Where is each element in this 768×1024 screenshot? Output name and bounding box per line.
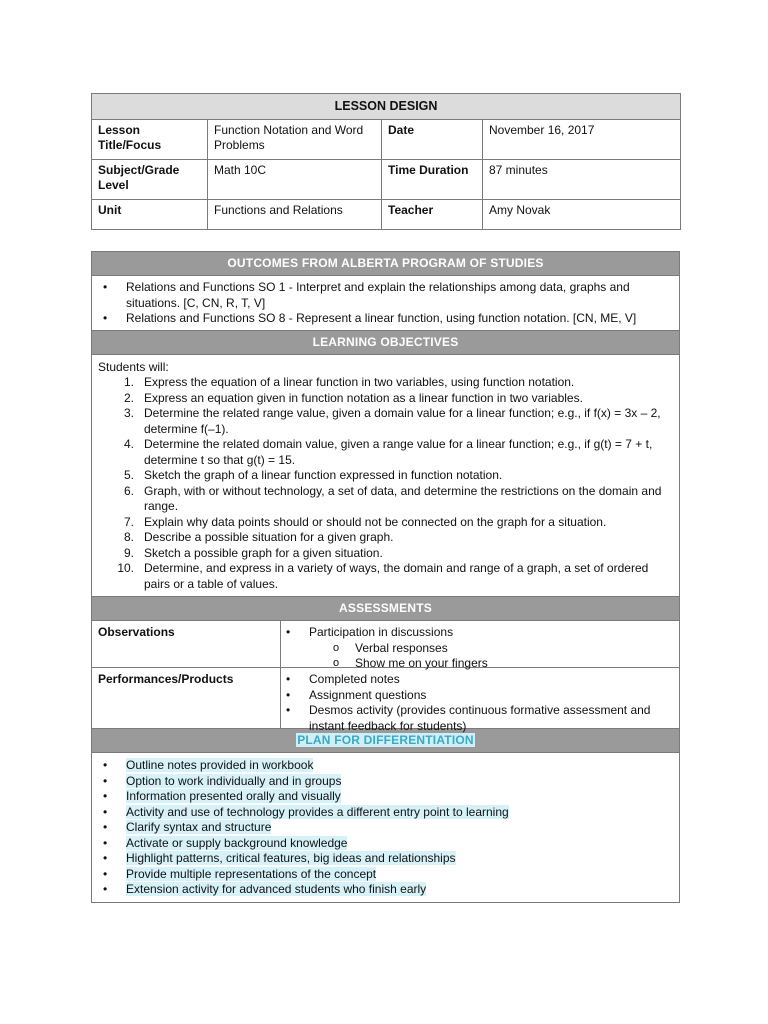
lesson-title-label: Lesson Title/Focus — [92, 120, 208, 160]
list-item: • Activate or supply background knowledge — [98, 836, 673, 852]
list-item: • Completed notes — [281, 672, 673, 688]
subject-grade-value: Math 10C — [208, 160, 382, 200]
list-item: 9. Sketch a possible graph for a given situation. — [123, 545, 383, 560]
observations-sublist — [281, 641, 673, 672]
outcomes-heading: OUTCOMES FROM ALBERTA PROGRAM OF STUDIES — [92, 252, 679, 276]
performances-label: Performances/Products — [92, 668, 281, 728]
list-item: 6. Graph, with or without technology, a set of data, and determine the restrictions on the domain and range. — [123, 483, 662, 513]
teacher-label: Teacher — [382, 200, 483, 230]
list-item: • Option to work individually and in groups — [98, 774, 673, 790]
list-item: 10. Determine, and express in a variety of ways, the domain and range of a graph, a set of ordered pairs or a table of values. — [117, 561, 649, 591]
list-item: 1. Express the equation of a linear function in two variables, using function notation. — [123, 375, 575, 389]
lesson-design-table — [91, 93, 681, 230]
list-item: 2. Express an equation given in function notation as a linear function in two variables. — [123, 390, 583, 405]
list-item: • Participation in discussions — [281, 625, 673, 641]
lesson-design-title: LESSON DESIGN — [92, 94, 681, 120]
list-item: • Desmos activity (provides continuous formative assessment and instant feedback for students) — [281, 703, 673, 734]
list-item: • Activity and use of technology provides a different entry point to learning — [98, 805, 673, 821]
differentiation-list — [98, 758, 673, 898]
list-item: • Relations and Functions SO 1 - Interpret and explain the relationships among data, graphs and situations. [C, CN, R, T, V] — [98, 280, 673, 311]
observations-row — [92, 621, 679, 670]
performances-content — [281, 668, 679, 733]
teacher-value: Amy Novak — [483, 200, 681, 230]
observations-content — [281, 621, 679, 670]
time-duration-value: 87 minutes — [483, 160, 681, 200]
objectives-list — [98, 375, 673, 592]
list-item: o Verbal responses — [281, 641, 673, 657]
list-item: • Relations and Functions SO 8 - Represent a linear function, using function notation. [CN, ME, V] — [98, 311, 673, 327]
objectives-heading: LEARNING OBJECTIVES — [92, 330, 679, 355]
performances-row — [92, 667, 679, 733]
date-label: Date — [382, 120, 483, 160]
lesson-sections — [91, 251, 680, 903]
objectives-section — [92, 355, 679, 597]
time-duration-label: Time Duration — [382, 160, 483, 200]
list-item: 3. Determine the related range value, given a domain value for a linear function; e.g., if f(x) = 3x – 2, determine f(–1). — [123, 406, 661, 436]
list-item: • Highlight patterns, critical features, big ideas and relationships — [98, 851, 673, 867]
outcomes-list — [98, 280, 673, 327]
list-item: 5. Sketch the graph of a linear function expressed in function notation. — [123, 468, 503, 482]
lesson-title-value: Function Notation and Word Problems — [208, 120, 382, 160]
differentiation-section — [92, 753, 679, 902]
differentiation-heading: PLAN FOR DIFFERENTIATION — [92, 728, 679, 753]
date-value: November 16, 2017 — [483, 120, 681, 160]
list-item: 4. Determine the related domain value, given a range value for a linear function; e.g., if g(t) = 7 + t, determine t so that g(t) = 15. — [123, 437, 653, 467]
assessments-heading: ASSESSMENTS — [92, 596, 679, 621]
objectives-intro: Students will: — [98, 359, 169, 374]
list-item: o Show me on your fingers — [281, 656, 673, 672]
list-item: 8. Describe a possible situation for a given graph. — [123, 530, 394, 544]
list-item: • Clarify syntax and structure — [98, 820, 673, 836]
subject-grade-label: Subject/Grade Level — [92, 160, 208, 200]
list-item: • Information presented orally and visually — [98, 789, 673, 805]
list-item: • Extension activity for advanced students who finish early — [98, 882, 673, 898]
list-item: • Assignment questions — [281, 688, 673, 704]
list-item: • Outline notes provided in workbook — [98, 758, 673, 774]
outcomes-section — [92, 276, 679, 330]
unit-label: Unit — [92, 200, 208, 230]
unit-value: Functions and Relations — [208, 200, 382, 230]
list-item: • Provide multiple representations of the concept — [98, 867, 673, 883]
observations-label: Observations — [92, 621, 281, 667]
list-item: 7. Explain why data points should or should not be connected on the graph for a situation. — [123, 514, 607, 529]
